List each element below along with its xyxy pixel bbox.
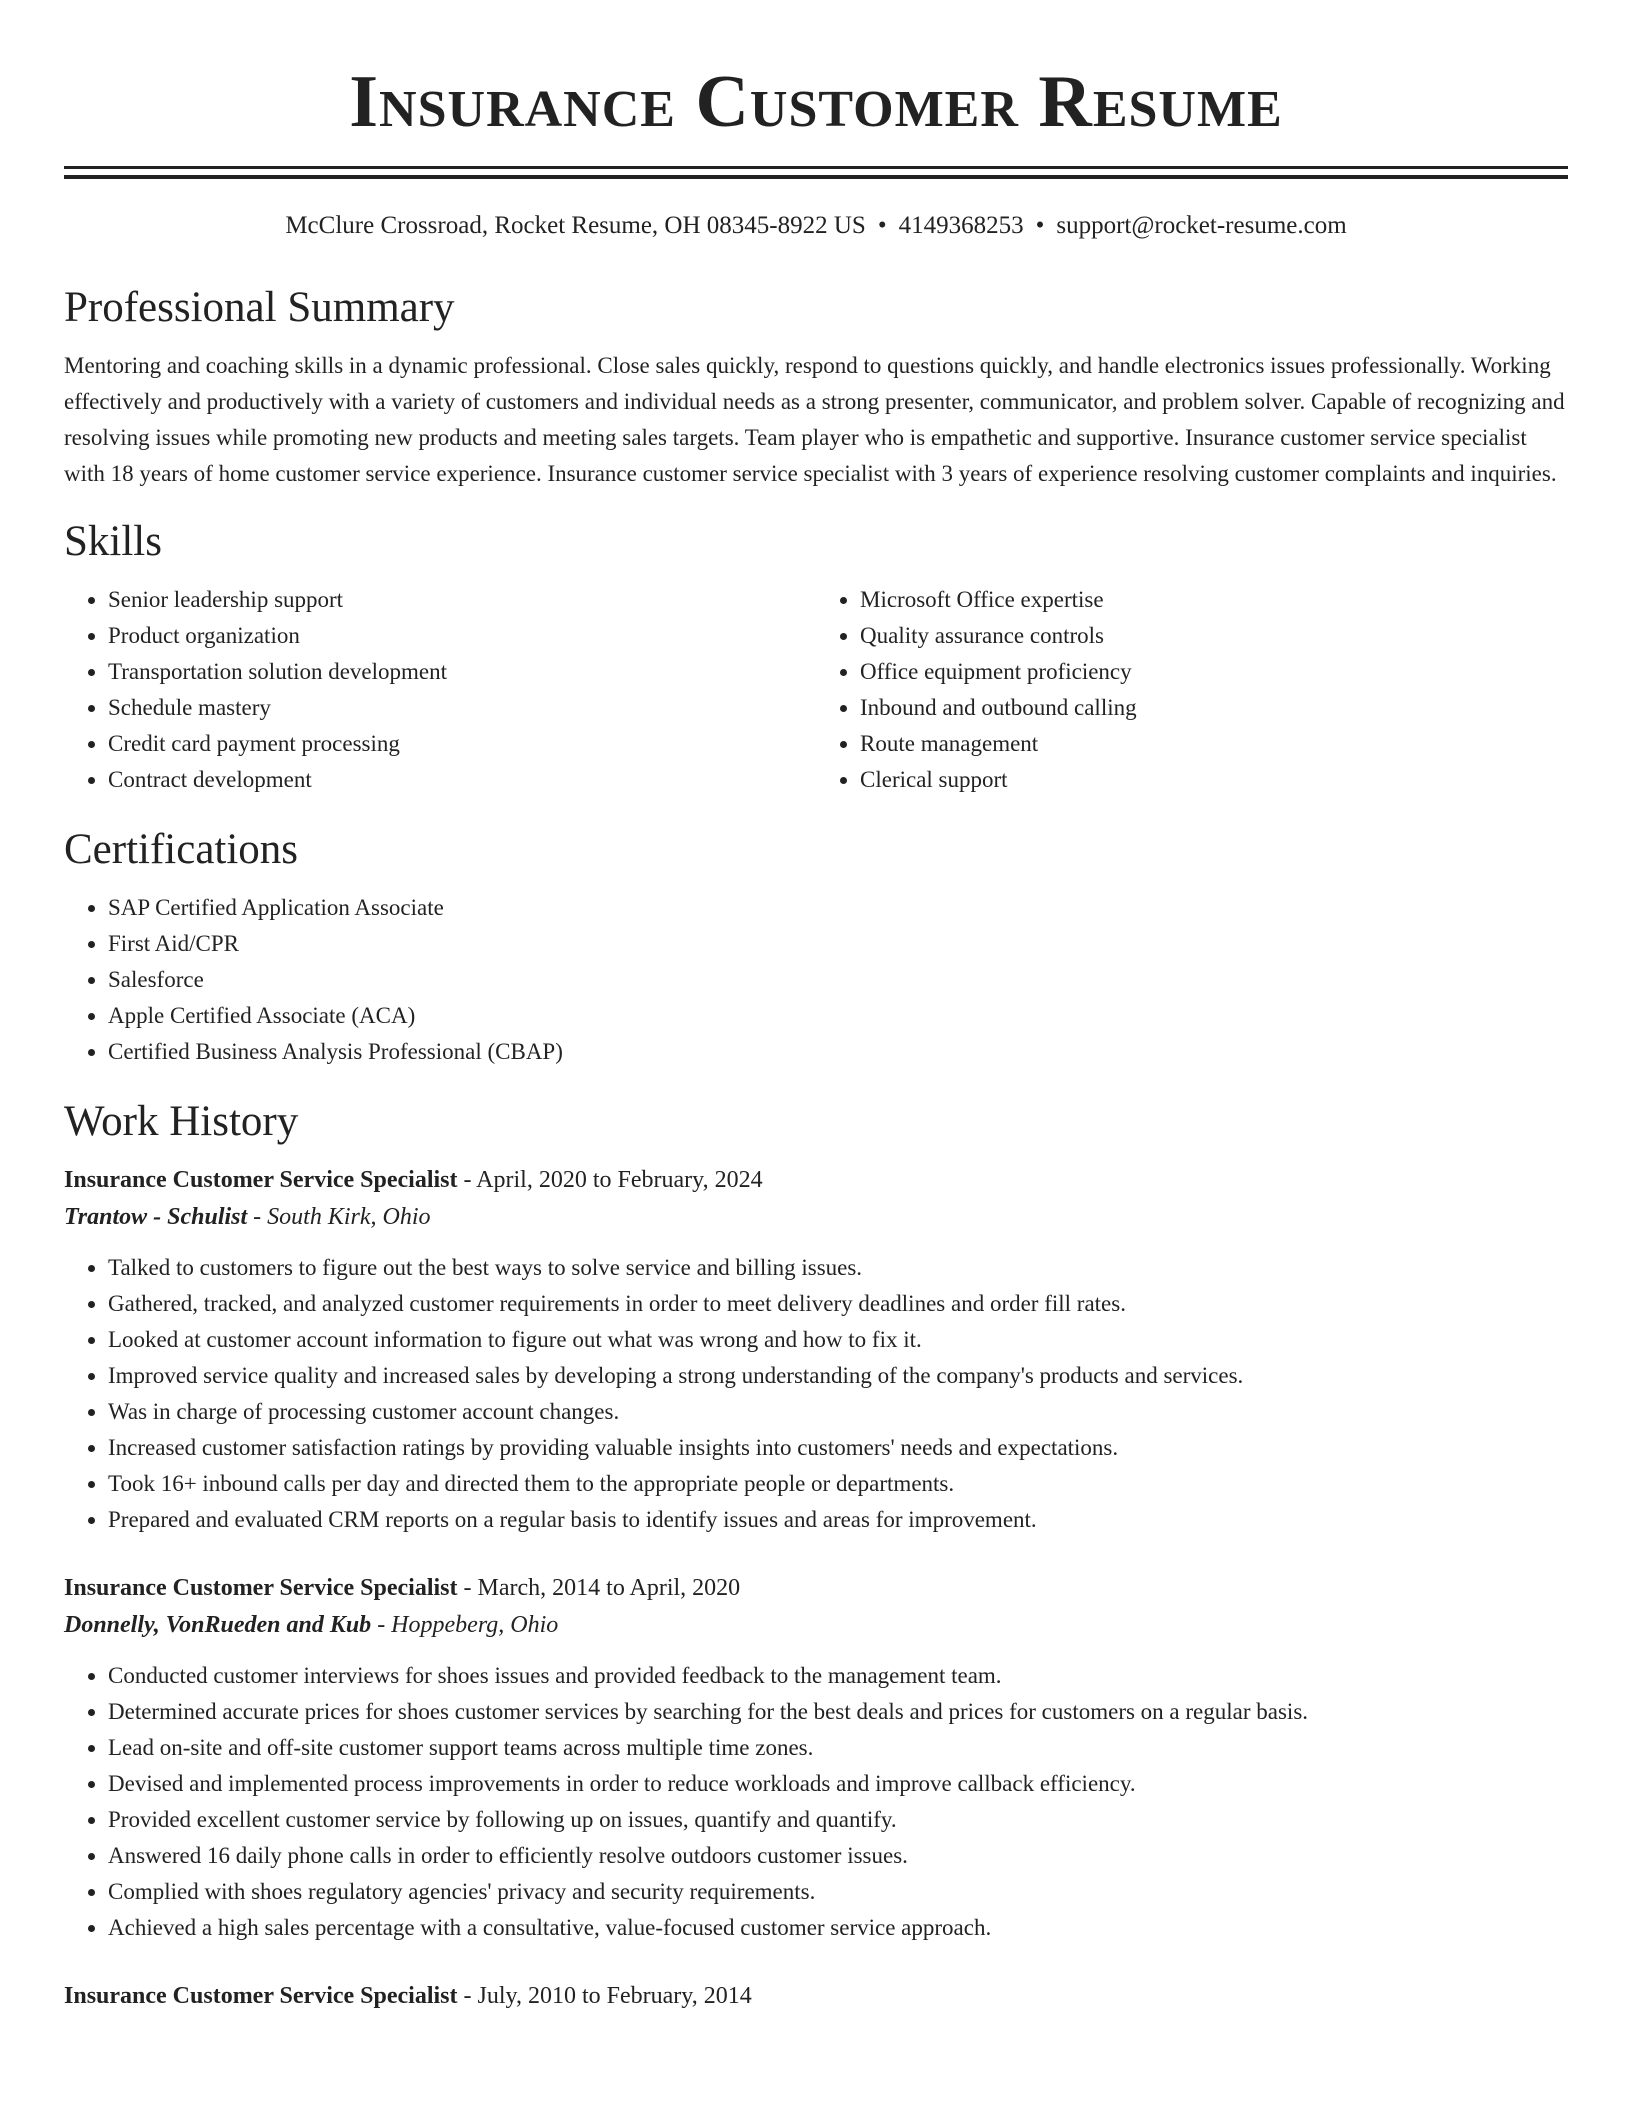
job-bullets xyxy=(64,1658,1568,1946)
skill-item: • Product organization xyxy=(108,618,816,654)
job-bullet: • Looked at customer account information to figure out what was wrong and how to fix it. xyxy=(108,1322,1568,1358)
job-title-line xyxy=(64,1978,1568,2015)
job-bullet: • Conducted customer interviews for shoes issues and provided feedback to the management team. xyxy=(108,1658,1568,1694)
skill-item: • Route management xyxy=(860,726,1568,762)
job-dates: - April, 2020 to February, 2024 xyxy=(457,1167,763,1193)
job-location: - Hoppeberg, Ohio xyxy=(371,1612,559,1638)
certification-item: • Certified Business Analysis Professional (CBAP) xyxy=(108,1034,1568,1070)
certification-item: • SAP Certified Application Associate xyxy=(108,890,1568,926)
job-entry xyxy=(64,1978,1568,2015)
summary-heading: Professional Summary xyxy=(64,284,455,331)
work-history-heading: Work History xyxy=(64,1098,299,1145)
job-dates: - March, 2014 to April, 2020 xyxy=(457,1575,741,1601)
job-title-line xyxy=(64,1570,1568,1607)
title-divider-bottom xyxy=(64,175,1568,179)
resume-title: Insurance Customer Resume xyxy=(349,61,1283,143)
contact-address: McClure Crossroad, Rocket Resume, OH 08345-8922 US xyxy=(285,212,866,239)
job-title: Insurance Customer Service Specialist xyxy=(64,1575,458,1601)
job-bullet: • Improved service quality and increased sales by developing a strong understanding of the company's products and services. xyxy=(108,1358,1568,1394)
job-bullet: • Complied with shoes regulatory agencies' privacy and security requirements. xyxy=(108,1874,1568,1910)
summary-text: Mentoring and coaching skills in a dynamic professional. Close sales quickly, respond to questions quickly, and handle electronics issues professionally. Working effectively and productively with a variety of customers and individual needs as a strong presenter, communicator, and problem solver. Capable of recognizing and resolving issues while promoting new products and meeting sales targets. Team player who is empathetic and supportive. Insurance customer service specialist with 18 years of home customer service experience. Insurance customer service specialist with 3 years of experience resolving customer complaints and inquiries. xyxy=(64,353,1565,486)
contact-separator: • xyxy=(877,212,887,239)
job-company-line xyxy=(64,1607,1568,1644)
skills-list-right xyxy=(816,582,1568,798)
job-entry xyxy=(64,1162,1568,1538)
skill-item: • Office equipment proficiency xyxy=(860,654,1568,690)
contact-line xyxy=(64,209,1568,243)
job-location: - South Kirk, Ohio xyxy=(247,1204,431,1230)
skill-item: • Quality assurance controls xyxy=(860,618,1568,654)
job-bullet: • Achieved a high sales percentage with a consultative, value-focused customer service approach. xyxy=(108,1910,1568,1946)
job-bullet: • Gathered, tracked, and analyzed customer requirements in order to meet delivery deadlines and order fill rates. xyxy=(108,1286,1568,1322)
job-company: Donnelly, VonRueden and Kub xyxy=(64,1612,372,1638)
contact-phone: 4149368253 xyxy=(898,212,1024,239)
job-bullet: • Provided excellent customer service by following up on issues, quantify and quantify. xyxy=(108,1802,1568,1838)
job-bullet: • Talked to customers to figure out the best ways to solve service and billing issues. xyxy=(108,1250,1568,1286)
certification-item: • Apple Certified Associate (ACA) xyxy=(108,998,1568,1034)
skills-list-left xyxy=(64,582,816,798)
job-bullet: • Increased customer satisfaction ratings by providing valuable insights into customers' needs and expectations. xyxy=(108,1430,1568,1466)
job-bullet: • Prepared and evaluated CRM reports on a regular basis to identify issues and areas for improvement. xyxy=(108,1502,1568,1538)
skill-item: • Schedule mastery xyxy=(108,690,816,726)
job-bullet: • Was in charge of processing customer account changes. xyxy=(108,1394,1568,1430)
job-company: Trantow - Schulist xyxy=(64,1204,248,1230)
job-company-line xyxy=(64,1199,1568,1236)
job-bullet: • Devised and implemented process improvements in order to reduce workloads and improve callback efficiency. xyxy=(108,1766,1568,1802)
job-bullet: • Lead on-site and off-site customer support teams across multiple time zones. xyxy=(108,1730,1568,1766)
certification-item: • First Aid/CPR xyxy=(108,926,1568,962)
job-bullet: • Took 16+ inbound calls per day and directed them to the appropriate people or departments. xyxy=(108,1466,1568,1502)
certifications-list xyxy=(64,890,1568,1070)
job-title: Insurance Customer Service Specialist xyxy=(64,1167,458,1193)
skill-item: • Contract development xyxy=(108,762,816,798)
job-bullet: • Determined accurate prices for shoes customer services by searching for the best deals and prices for customers on a regular basis. xyxy=(108,1694,1568,1730)
skills-columns xyxy=(64,582,1568,798)
skill-item: • Transportation solution development xyxy=(108,654,816,690)
skill-item: • Inbound and outbound calling xyxy=(860,690,1568,726)
skill-item: • Senior leadership support xyxy=(108,582,816,618)
skill-item: • Microsoft Office expertise xyxy=(860,582,1568,618)
job-title-line xyxy=(64,1162,1568,1199)
skills-heading: Skills xyxy=(64,518,162,565)
skill-item: • Clerical support xyxy=(860,762,1568,798)
title-divider-top xyxy=(64,166,1568,169)
contact-email: support@rocket-resume.com xyxy=(1056,212,1347,239)
skill-item: • Credit card payment processing xyxy=(108,726,816,762)
job-title: Insurance Customer Service Specialist xyxy=(64,1983,458,2009)
job-entry xyxy=(64,1570,1568,1946)
certifications-heading: Certifications xyxy=(64,826,299,873)
job-dates: - July, 2010 to February, 2014 xyxy=(457,1983,752,2009)
contact-separator: • xyxy=(1035,212,1045,239)
job-bullet: • Answered 16 daily phone calls in order to efficiently resolve outdoors customer issues. xyxy=(108,1838,1568,1874)
job-bullets xyxy=(64,1250,1568,1538)
certification-item: • Salesforce xyxy=(108,962,1568,998)
